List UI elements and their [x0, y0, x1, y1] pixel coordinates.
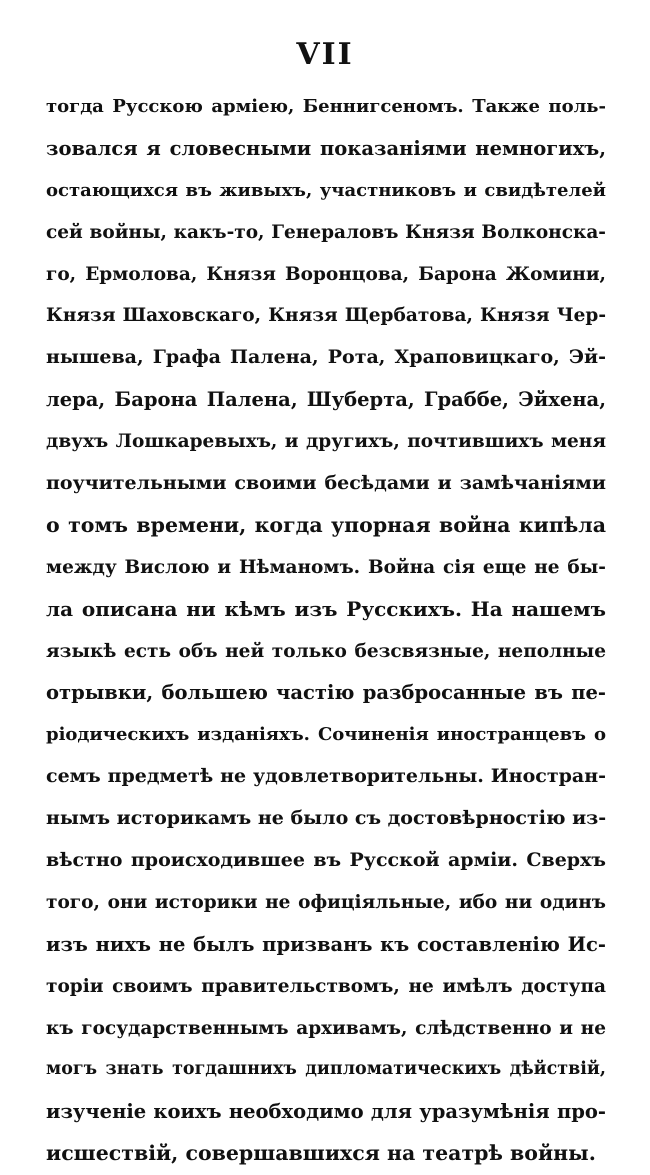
body-text: [46, 86, 606, 1175]
text-line: къ государственнымъ архивамъ, слѣдственно и не: [46, 1017, 606, 1039]
text-line: торіи своимъ правительствомъ, не имѣлъ доступа: [46, 975, 606, 997]
text-line: изученіе коихъ необходимо для уразумѣнія про-: [46, 1100, 606, 1124]
text-line: Князя Шаховскаго, Князя Щербатова, Князя Чер-: [46, 305, 606, 327]
text-line: нышева, Графа Палена, Рота, Храповицкаго, Эй-: [46, 346, 606, 369]
text-line: вѣстно происходившее въ Русской арміи. Сверхъ: [46, 849, 606, 872]
text-line: между Вислою и Нѣманомъ. Война сія еще не бы-: [46, 556, 606, 578]
text-line: поучительными своими бесѣдами и замѣчаніями: [46, 472, 606, 495]
text-line: ла описана ни кѣмъ изъ Русскихъ. На нашемъ: [46, 596, 606, 621]
text-line: семъ предметѣ не удовлетворительны. Иностран-: [46, 765, 606, 788]
text-line: нымъ историкамъ не было съ достовѣрностію из-: [46, 807, 606, 830]
text-line: сей войны, какъ-то, Генераловъ Князя Волконска-: [46, 221, 606, 243]
text-line: остающихся въ живыхъ, участниковъ и свидѣтелей: [46, 179, 606, 201]
text-line: языкѣ есть объ ней только безсвязные, неполные: [46, 640, 606, 662]
text-line: го, Ермолова, Князя Воронцова, Барона Жомини,: [46, 263, 606, 285]
text-line: ріодическихъ изданіяхъ. Сочиненія иностранцевъ о: [46, 724, 606, 746]
text-line: зовался я словесными показаніями немногихъ,: [46, 136, 606, 160]
text-line: двухъ Лошкаревыхъ, и другихъ, почтившихъ меня: [46, 431, 606, 453]
text-line: изъ нихъ не былъ призванъ къ составленію Ис-: [46, 932, 606, 956]
text-line: лера, Барона Палена, Шуберта, Граббе, Эйхена,: [46, 388, 606, 412]
text-line: отрывки, большею частію разбросанные въ пе-: [46, 681, 606, 705]
page-number: VII: [296, 37, 354, 72]
text-line: тогда Русскою арміею, Беннигсеномъ. Также поль-: [46, 96, 606, 117]
text-line: того, они историки не офиціяльные, ибо ни одинъ: [46, 891, 606, 913]
text-line: о томъ времени, когда упорная война кипѣла: [46, 512, 606, 537]
text-line: исшествій, совершавшихся на театрѣ войны.: [46, 1141, 596, 1166]
text-line: могъ знать тогдашнихъ дипломатическихъ дѣйствій,: [46, 1059, 606, 1080]
